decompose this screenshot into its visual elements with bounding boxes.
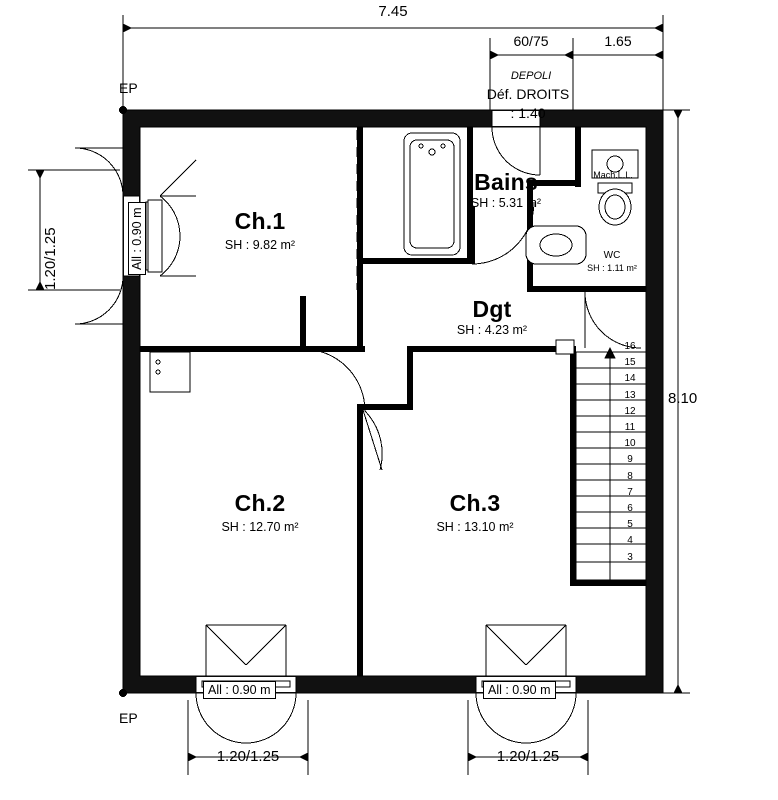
label-mach-ll: Mach.L.L. [593,170,633,180]
staircase-step-16: 16 [624,341,636,352]
room-area-wc: SH : 1.11 m² [587,263,637,273]
dimension-top-overall: 7.45 [378,3,408,20]
room-area-bains: SH : 5.31 m² [470,196,542,210]
dimension-lines-top [123,15,663,110]
sink [526,226,586,264]
dimension-bottom-right-window: 1.20/1.25 [496,748,560,765]
bathtub [404,133,460,255]
dimension-left-window: 1.20/1.25 [42,227,59,290]
room-name-wc: WC [603,250,621,261]
room-name-ch1: Ch.1 [234,208,286,234]
room-area-ch2: SH : 12.70 m² [221,520,299,534]
dimension-right-overall: 8.10 [668,390,698,407]
label-depoli: DEPOLI [510,70,552,82]
staircase-step-14: 14 [624,373,636,385]
staircase-step-10: 10 [624,438,636,450]
opening-label-bottom-left: All : 0.90 m [203,681,276,699]
dimension-top-left-segment: 60/75 [513,33,549,49]
opening-label-bottom-right: All : 0.90 m [483,681,556,699]
dimension-top-right-segment: 1.65 [604,33,632,49]
staircase-step-7: 7 [627,486,633,498]
staircase-step-9: 9 [627,454,633,466]
exterior-wall-outline [123,110,663,693]
staircase-step-5: 5 [627,519,633,531]
staircase-step-11: 11 [624,422,636,433]
exterior-walls [123,110,663,693]
staircase-step-8: 8 [627,470,633,482]
staircase-step-12: 12 [624,405,636,417]
label-def-droits: Déf. DROITS [486,86,570,102]
toilet [598,183,632,225]
dimension-bottom-left-window: 1.20/1.25 [216,748,280,765]
staircase-step-6: 6 [627,503,633,514]
staircase-step-4: 4 [627,535,633,547]
staircase-step-13: 13 [624,389,636,401]
niche-ch1-wall [148,200,162,272]
label-ep-top: EP [119,80,138,96]
niche [150,352,190,392]
room-name-dgt: Dgt [472,296,512,322]
staircase-step-15: 15 [624,357,636,369]
niche-dgt [556,340,574,354]
room-name-ch2: Ch.2 [234,490,286,516]
opening-label-left: All : 0.90 m [128,202,146,275]
room-area-dgt: SH : 4.23 m² [456,323,528,337]
room-area-ch3: SH : 13.10 m² [436,520,514,534]
interior-walls [140,127,646,676]
room-name-bains: Bains [474,169,538,195]
label-ep-bottom: EP [119,710,138,726]
room-name-ch3: Ch.3 [449,490,501,516]
staircase-step-3: 3 [627,551,633,563]
label-def-droits-height: : 1.40 [510,105,546,121]
room-area-ch1: SH : 9.82 m² [224,238,296,252]
